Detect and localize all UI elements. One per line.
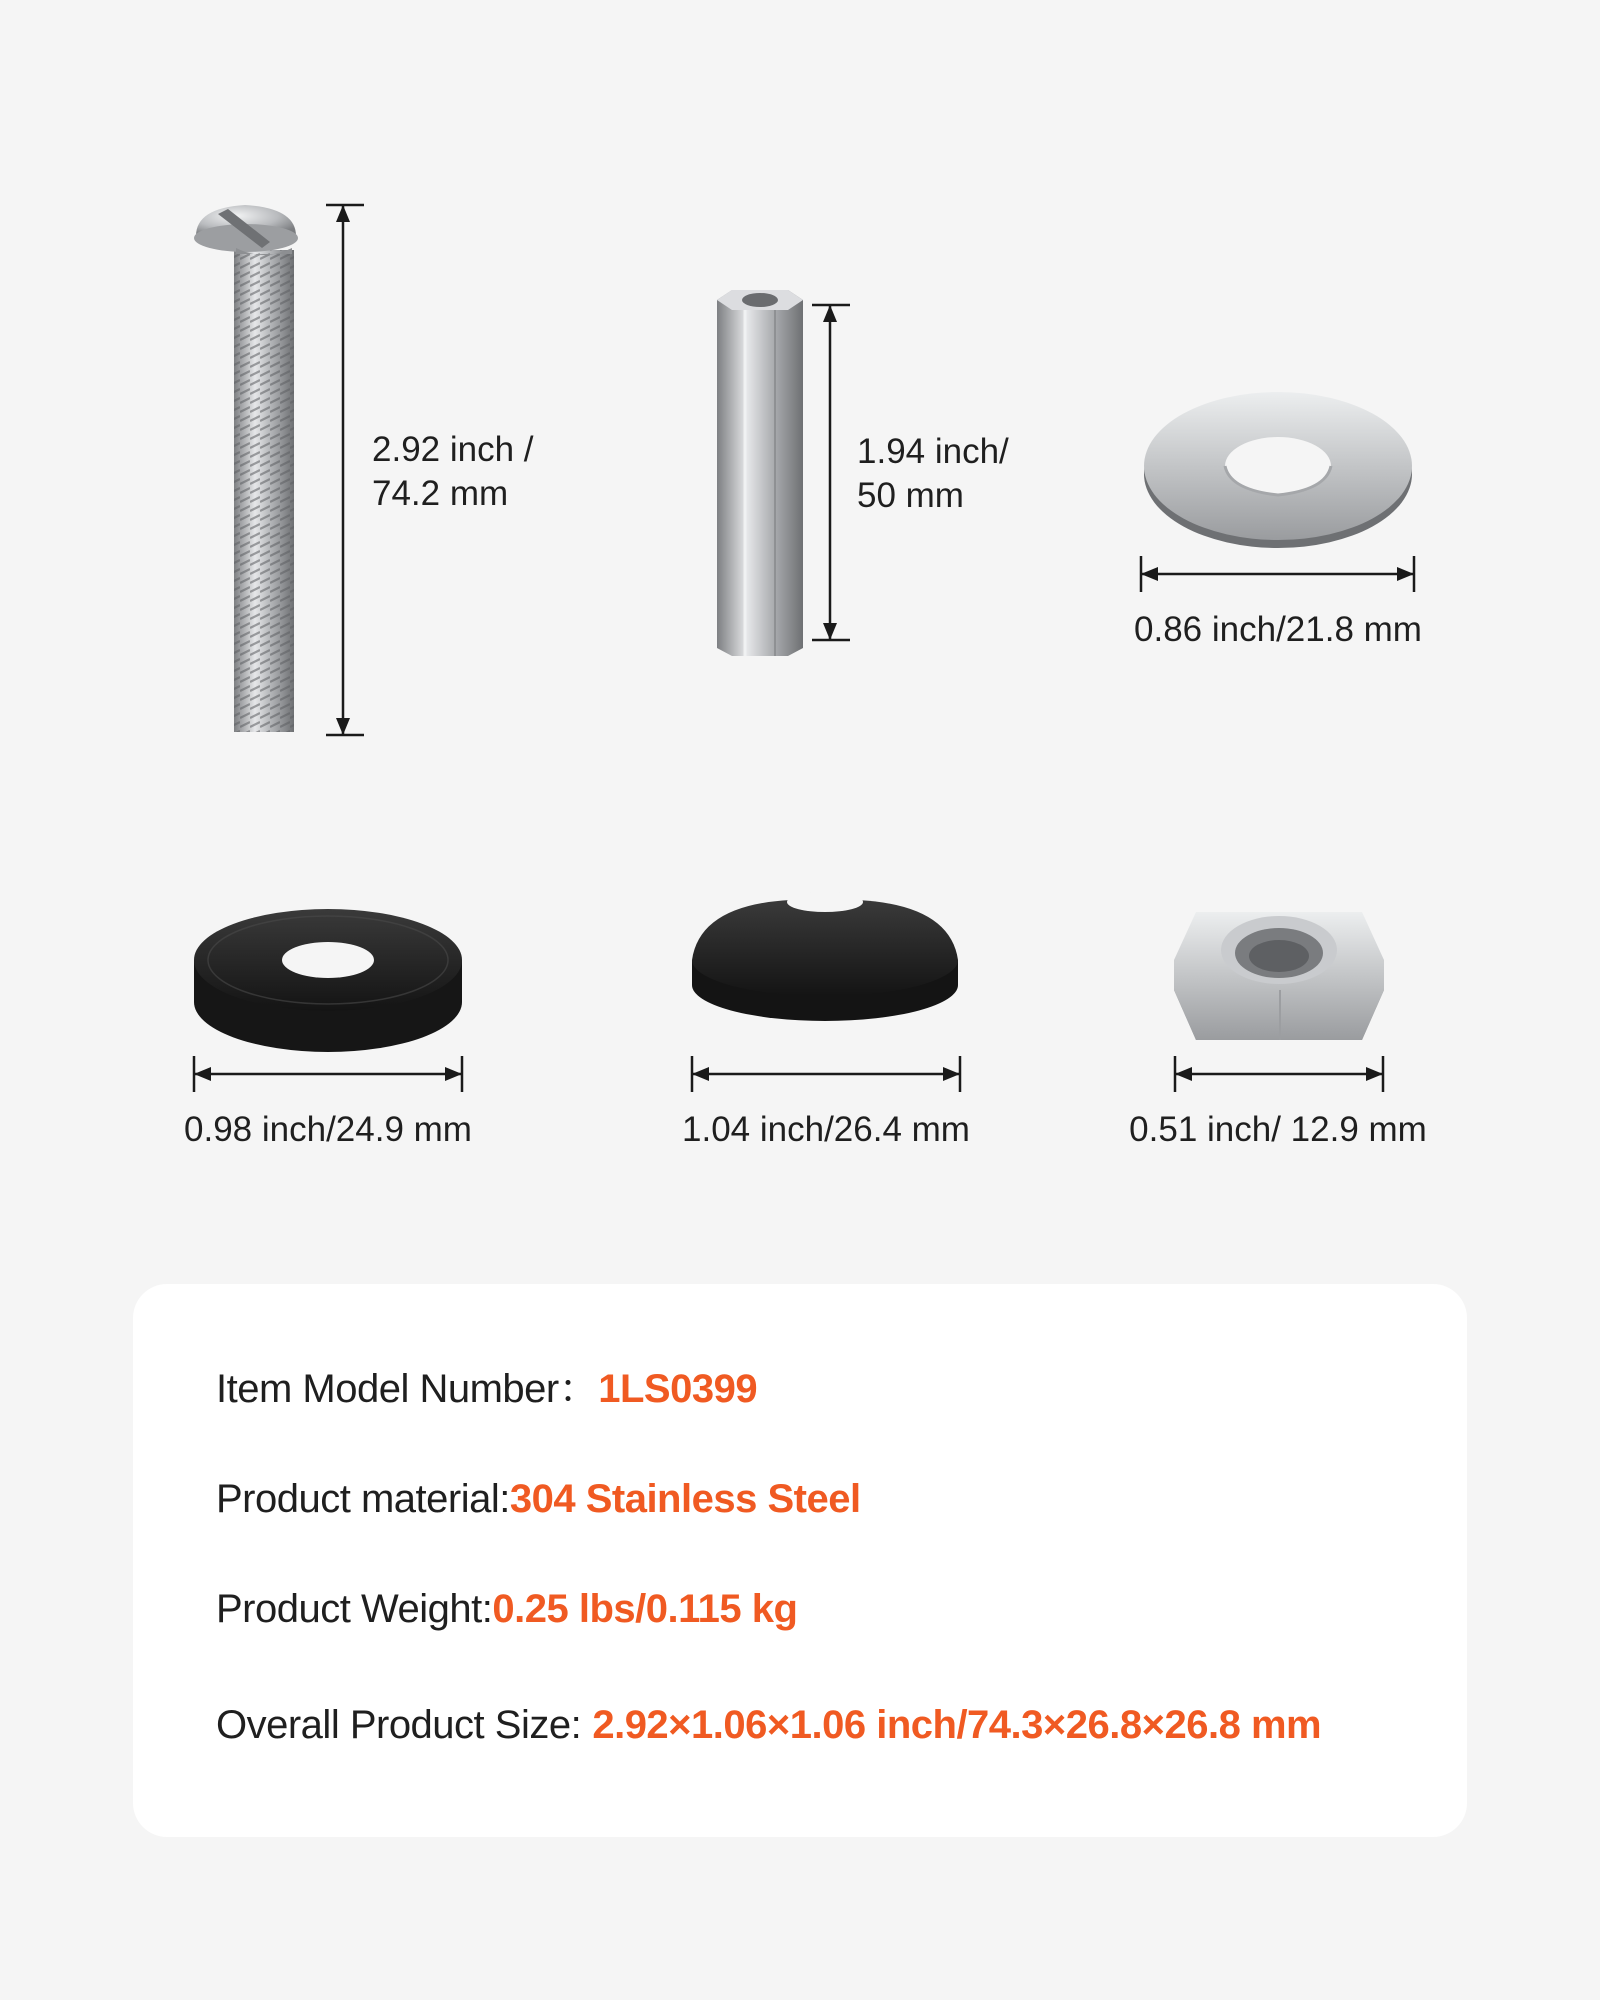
spec-material xyxy=(216,1474,861,1524)
hex-standoff-icon xyxy=(717,290,803,656)
spec-value: 0.25 lbs/0.115 kg xyxy=(492,1587,798,1631)
spec-label: Overall Product Size: xyxy=(216,1703,582,1747)
rubber-washer-icon xyxy=(194,909,462,1052)
spec-overall-size xyxy=(216,1700,1321,1750)
spec-model-number xyxy=(216,1364,757,1414)
spec-label: Product Weight: xyxy=(216,1587,493,1631)
spec-weight xyxy=(216,1584,797,1634)
spec-label: Item Model Number： xyxy=(216,1367,599,1411)
bolt-icon xyxy=(194,205,298,732)
spec-value: 2.92×1.06×1.06 inch/74.3×26.8×26.8 mm xyxy=(592,1703,1322,1747)
hex-nut-dimension-label: 0.51 inch/ 12.9 mm xyxy=(1129,1110,1427,1149)
spec-label: Product material: xyxy=(216,1477,510,1521)
standoff-dimension-label: 1.94 inch/ 50 mm xyxy=(857,432,1009,515)
rubber-washer-dimension-label: 0.98 inch/24.9 mm xyxy=(184,1110,472,1149)
spec-value: 1LS0399 xyxy=(598,1367,758,1411)
steel-washer-dimension-label: 0.86 inch/21.8 mm xyxy=(1134,610,1422,649)
spec-card xyxy=(133,1284,1467,1837)
cone-washer-icon xyxy=(692,892,958,1021)
cone-washer-dimension-label: 1.04 inch/26.4 mm xyxy=(682,1110,970,1149)
steel-washer-icon xyxy=(1144,392,1412,548)
bolt-dimension-label: 2.92 inch / 74.2 mm xyxy=(372,430,534,513)
hex-nut-icon xyxy=(1174,912,1384,1040)
spec-value: 304 Stainless Steel xyxy=(509,1477,861,1521)
